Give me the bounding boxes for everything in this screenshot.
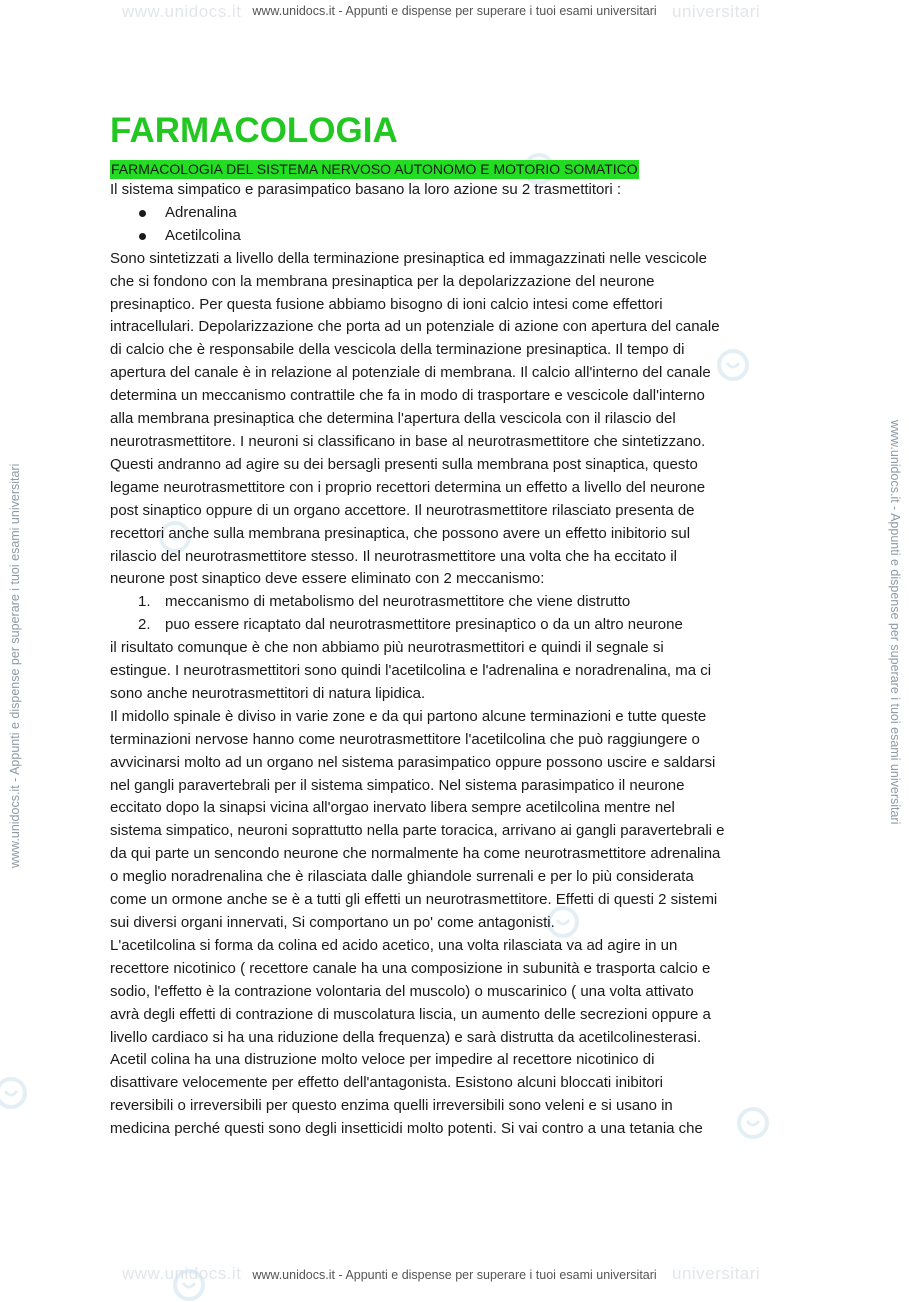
bullet-icon xyxy=(139,210,146,217)
body-paragraph: il risultato comunque è che non abbiamo più neurotrasmettitori e quindi il segnale si estingue. I neurotrasmettitori sono quindi l'acetilcolina e l'adrenalina e noradrenalina, ma ci sono anche neurotrasmettitori di natura lipidica. Il midollo spinale è diviso in varie zone e da qui partono alcune terminazioni e tutte queste terminazioni nervose hanno come neurotrasmettitore l'acetilcolina che può raggiungere o avvicinarsi molto ad un organo nel sistema parasimpatico oppure possono uscire e saldarsi nel gangli paravertebrali per il sistema simpatico. Nel sistema parasimpatico il neurone eccitato dopo la sinapsi vicina all'orgao inervato libera sempre acetilcolina mentre nel sistema simpatico, neuroni soprattutto nella parte toracica, arrivano ai gangli paravertebrali e da qui parte un sencondo neurone che normalmente ha come neurotrasmettitore adrenalina o meglio noradrenalina che è rilasciata dalle ghiandole surrenali e per lo più considerata come un ormone anche se è a tutti gli effetti un neurotrasmettitore. Effetti di questi 2 sistemi sui diversi organi innervati, Si comportano un po' come antagonisti. L'acetilcolina si forma da colina ed acido acetico, una volta rilasciata va ad agire in un recettore nicotinico ( recettore canale ha una composizione in subunità e trasporta calcio e sodio, l'effetto è la contrazione volontaria del muscolo) o muscarinico ( una volta attivato avrà degli effetti di contrazione di muscolatura liscia, un aumento delle secrezioni oppure a livello cardiaco si ha una riduzione della frequenza) e sarà distrutta da acetilcolinesterasi. Acetil colina ha una distruzione molto veloce per impedire al recettore nicotinico di disattivare velocemente per effetto dell'antagonista. Esistono alcuni bloccati inibitori reversibili o irreversibili per questo enzima quelli irreversibili sono veleni e si usano in medicina perché questi sono degli insetticidi molto potenti. Si vai contro a una tetania che xyxy=(110,639,725,1138)
watermark-logo-icon xyxy=(0,1076,28,1110)
document-page xyxy=(110,108,810,1141)
watermark-header: www.unidocs.it - Appunti e dispense per superare i tuoi esami universitari xyxy=(252,4,657,18)
watermark-side-right: www.unidocs.it - Appunti e dispense per superare i tuoi esami universitari xyxy=(888,420,902,825)
bullet-list xyxy=(110,202,810,248)
intro-paragraph: Il sistema simpatico e parasimpatico basano la loro azione su 2 trasmettitori : xyxy=(110,181,622,198)
watermark-ghost-bottom-right: universitari xyxy=(672,1264,761,1283)
watermark-side-left: www.unidocs.it - Appunti e dispense per superare i tuoi esami universitari xyxy=(8,463,22,868)
watermark-ghost-bottom: www.unidocs.it xyxy=(122,1264,242,1283)
bullet-icon xyxy=(139,233,146,240)
section-heading: FARMACOLOGIA DEL SISTEMA NERVOSO AUTONOMO E MOTORIO SOMATICO xyxy=(111,161,638,177)
numbered-list xyxy=(110,591,810,637)
list-item: Acetilcolina xyxy=(110,225,810,248)
watermark-ghost-top-right: universitari xyxy=(672,2,761,21)
body-paragraph: Sono sintetizzati a livello della terminazione presinaptica ed immagazzinati nelle vescicole che si fondono con la membrana presinaptica per la depolarizzazione del neurone presinaptico. Per questa fusione abbiamo bisogno di ioni calcio intesi come effettori intracellulari. Depolarizzazione che porta ad un potenziale di azione con apertura del canale di calcio che è responsabile della vescicola della terminazione presinaptica. Il tempo di apertura del canale è in relazione al potenziale di membrana. Il calcio all'interno del canale determina un meccanismo contrattile che fa in modo di trasportare e vescicole dall'interno alla membrana presinaptica che determina l'apertura della vescicola con il rilascio del neurotrasmettitore. I neuroni si classificano in base al neurotrasmettitore che sintetizzano. Questi andranno ad agire su dei bersagli presenti sulla membrana post sinaptica, questo legame neurotrasmettitore con i proprio recettori determina un effetto a livello del neurone post sinaptico oppure di un organo accettore. Il neurotrasmettitore rilasciato presenta de recettori anche sulla membrana presinaptica, che possono avere un effetto inibitorio sul rilascio del neurotrasmettitore stesso. Il neurotrasmettitore una volta che ha eccitato il neurone post sinaptico deve essere eliminato con 2 meccanismo: xyxy=(110,249,720,588)
document-title: FARMACOLOGIA xyxy=(110,111,398,150)
list-item: 1. meccanismo di metabolismo del neurotrasmettitore che viene distrutto xyxy=(138,593,631,611)
list-item: 2. puo essere ricaptato dal neurotrasmettitore presinaptico o da un altro neurone xyxy=(138,616,683,634)
watermark-ghost-top: www.unidocs.it xyxy=(122,2,242,21)
watermark-footer: www.unidocs.it - Appunti e dispense per superare i tuoi esami universitari xyxy=(252,1268,657,1282)
list-item: Adrenalina xyxy=(110,202,810,225)
